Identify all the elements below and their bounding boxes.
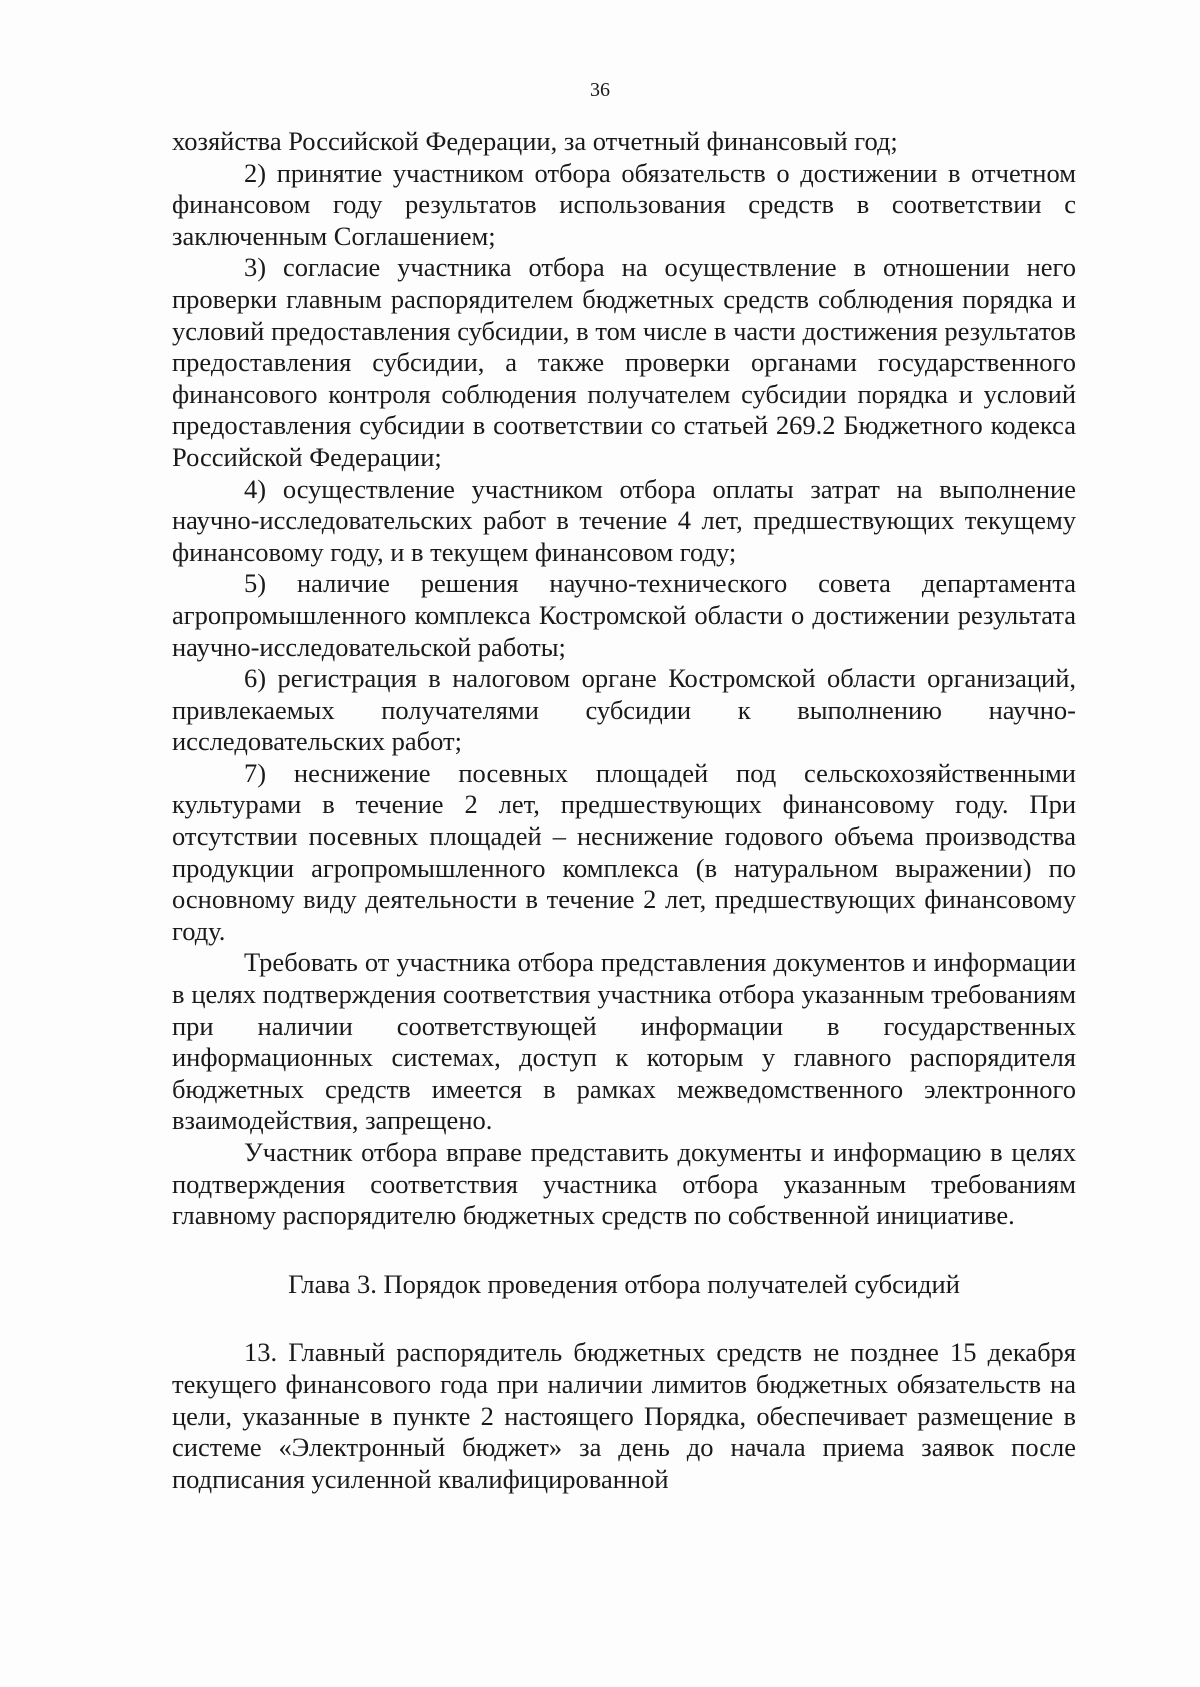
- paragraph-item-4: 4) осуществление участником отбора оплаты затрат на выполнение научно-исследовательских работ в течение 4 лет, предшествующих текущему финансовому году, и в текущем финансовом году;: [172, 473, 1076, 567]
- paragraph-requirement-prohibition: Требовать от участника отбора представления документов и информации в целях подтверждения соответствия участника отбора указанным требованиям при наличии соответствующей информации в государственных информационных системах, доступ к которым у главного распорядителя бюджетных средств имеется в рамках межведомственного электронного взаимодействия, запрещено.: [172, 947, 1076, 1136]
- paragraph-continuation: хозяйства Российской Федерации, за отчетный финансовый год;: [172, 126, 898, 156]
- paragraph-item-7: 7) неснижение посевных площадей под сельскохозяйственными культурами в течение 2 лет, предшествующих финансовому году. При отсутствии посевных площадей – неснижение годового объема производства продукции агропромышленного комплекса (в натуральном выражении) по основному виду деятельности в течение 2 лет, предшествующих финансовому году.: [172, 757, 1076, 946]
- paragraph-item-5: 5) наличие решения научно-технического совета департамента агропромышленного комплекса Костромской области о достижении результата научно-исследовательской работы;: [172, 568, 1076, 662]
- paragraph-item-13: 13. Главный распорядитель бюджетных средств не позднее 15 декабря текущего финансового года при наличии лимитов бюджетных обязательств на цели, указанные в пункте 2 настоящего Порядка, обеспечивает размещение в системе «Электронный бюджет» за день до начала приема заявок после подписания усиленной квалифицированной: [172, 1337, 1076, 1494]
- document-body: [172, 126, 1076, 1495]
- paragraph-item-6: 6) регистрация в налоговом органе Костромской области организаций, привлекаемых получателями субсидии к выполнению научно-исследовательских работ;: [172, 663, 1076, 757]
- page-number: 36: [590, 79, 610, 101]
- paragraph-item-3: 3) согласие участника отбора на осуществление в отношении него проверки главным распорядителем бюджетных средств соблюдения порядка и условий предоставления субсидии, в том числе в части достижения результатов предоставления субсидии, а также проверки органами государственного финансового контроля соблюдения получателем субсидии порядка и условий предоставления субсидии в соответствии со статьей 269.2 Бюджетного кодекса Российской Федерации;: [172, 252, 1076, 472]
- chapter-heading: Глава 3. Порядок проведения отбора получателей субсидий: [288, 1268, 960, 1299]
- paragraph-participant-initiative: Участник отбора вправе представить документы и информацию в целях подтверждения соответствия участника отбора указанным требованиям главному распорядителю бюджетных средств по собственной инициативе.: [172, 1137, 1076, 1231]
- paragraph-item-2: 2) принятие участником отбора обязательств о достижении в отчетном финансовом году результатов использования средств в соответствии с заключенным Соглашением;: [172, 157, 1076, 251]
